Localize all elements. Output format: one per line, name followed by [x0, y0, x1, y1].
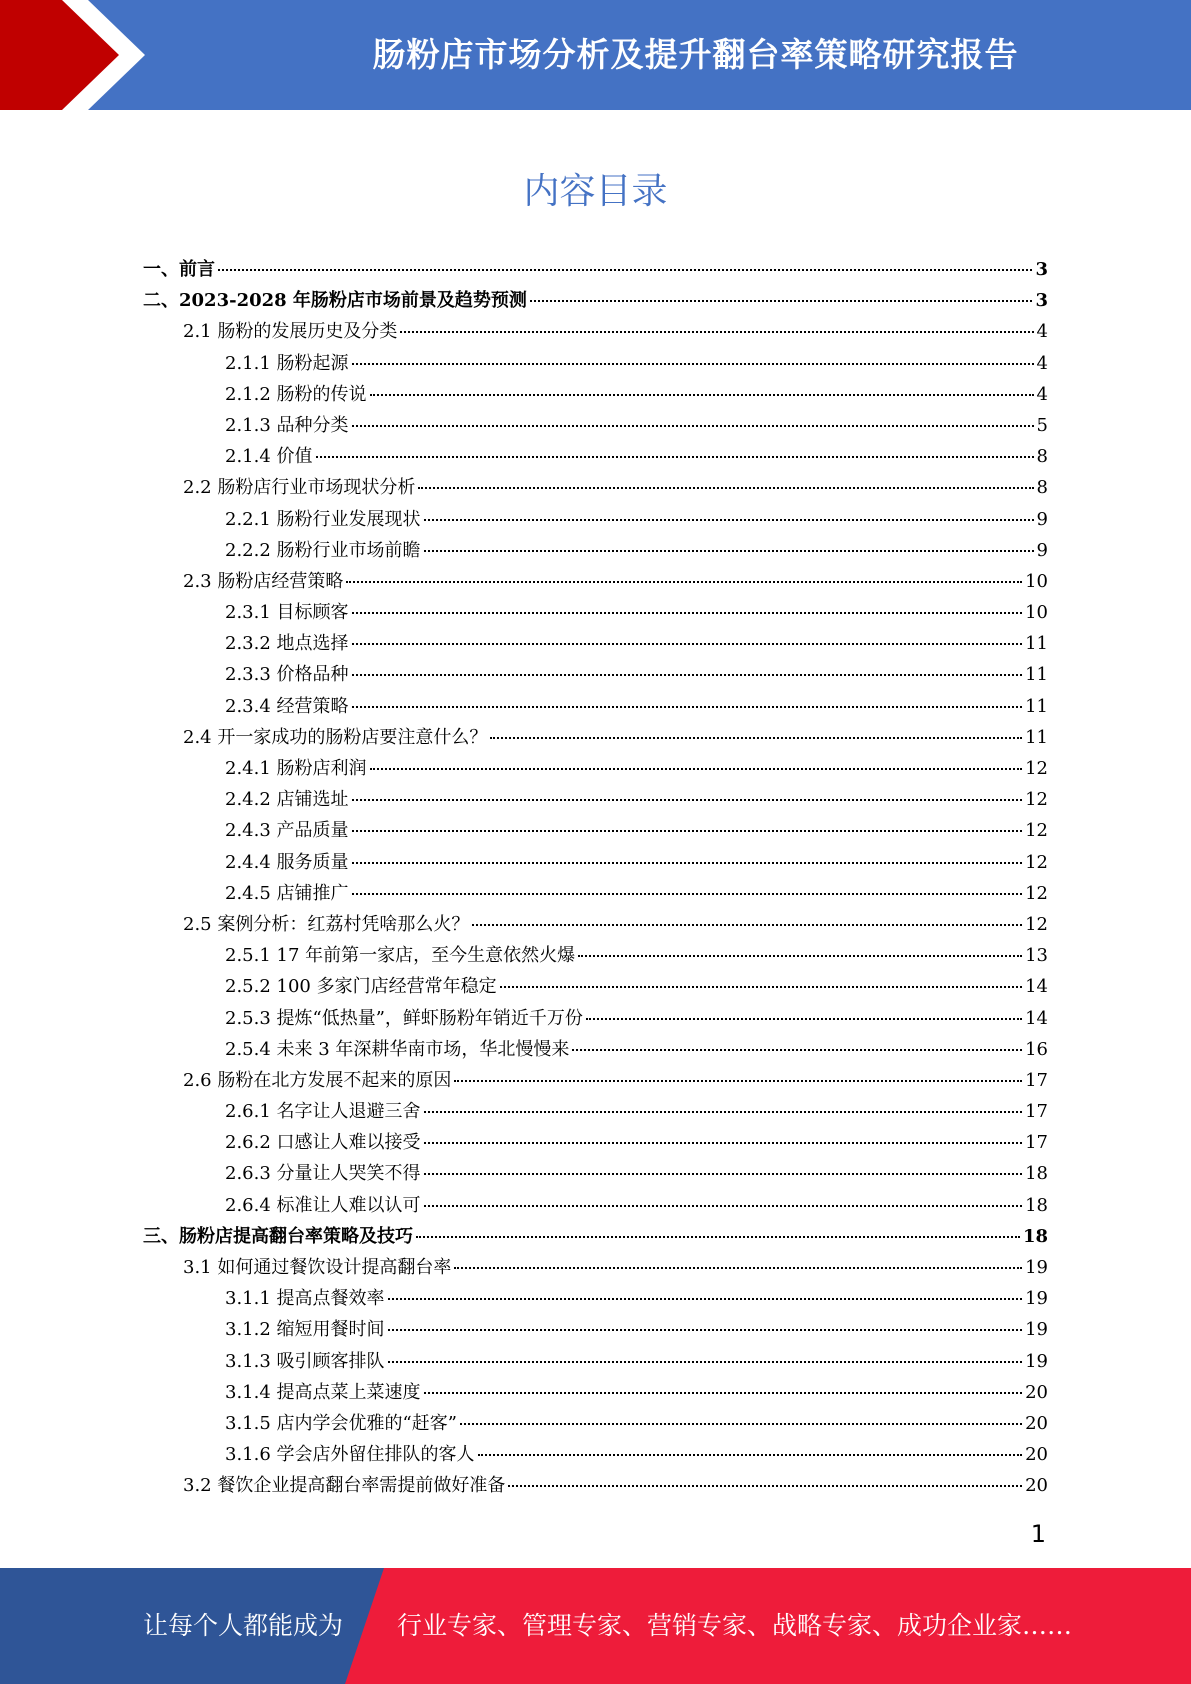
- toc-entry[interactable]: [143, 754, 1048, 785]
- toc-dot-leader: [352, 893, 1023, 895]
- toc-entry[interactable]: [143, 1347, 1048, 1378]
- toc-entry-label: 2.3.1 目标顾客: [225, 602, 349, 624]
- toc-entry[interactable]: [143, 505, 1048, 536]
- toc-entry[interactable]: [143, 1315, 1048, 1346]
- toc-dot-leader: [388, 1298, 1023, 1300]
- toc-entry-label: 2.4 开一家成功的肠粉店要注意什么？: [183, 726, 488, 748]
- toc-dot-leader: [508, 1485, 1022, 1487]
- toc-dot-leader: [418, 487, 1033, 489]
- toc-entry-label: 2.5 案例分析：红荔村凭啥那么火？: [183, 913, 470, 935]
- toc-entry-label: 3.1.6 学会店外留住排队的客人: [225, 1444, 475, 1466]
- toc-entry[interactable]: [143, 972, 1048, 1003]
- toc-dot-leader: [424, 1142, 1023, 1144]
- toc-entry-label: 2.2 肠粉店行业市场现状分析: [183, 477, 416, 499]
- toc-entry-page: 5: [1036, 414, 1048, 436]
- toc-entry[interactable]: [143, 1159, 1048, 1190]
- toc-entry[interactable]: [143, 816, 1048, 847]
- header-arrow-shape: [0, 0, 160, 110]
- toc-entry-label: 2.1.1 肠粉起源: [225, 352, 349, 374]
- footer-banner: [0, 1568, 1191, 1684]
- toc-dot-leader: [424, 550, 1034, 552]
- toc-entry-page: 18: [1025, 1194, 1048, 1216]
- toc-entry-page: 3: [1035, 259, 1048, 280]
- toc-entry-page: 12: [1025, 820, 1048, 842]
- toc-entry-page: 20: [1025, 1412, 1048, 1434]
- toc-dot-leader: [478, 1454, 1023, 1456]
- toc-entry-page: 19: [1025, 1350, 1048, 1372]
- toc-heading: 内容目录: [523, 171, 668, 212]
- toc-dot-leader: [352, 363, 1034, 365]
- toc-entry[interactable]: [143, 1035, 1048, 1066]
- toc-entry[interactable]: [143, 380, 1048, 411]
- toc-entry-label: 2.6.3 分量让人哭笑不得: [225, 1163, 421, 1185]
- toc-dot-leader: [530, 300, 1033, 302]
- toc-dot-leader: [578, 955, 1022, 957]
- toc-entry-label: 2.5.1 17 年前第一家店，至今生意依然火爆: [225, 945, 576, 967]
- toc-entry[interactable]: [143, 1222, 1048, 1253]
- toc-entry[interactable]: [143, 1066, 1048, 1097]
- toc-entry-page: 8: [1036, 446, 1048, 468]
- toc-entry[interactable]: [143, 848, 1048, 879]
- toc-entry[interactable]: [143, 1253, 1048, 1284]
- toc-dot-leader: [424, 1205, 1023, 1207]
- toc-entry[interactable]: [143, 442, 1048, 473]
- toc-entry-page: 12: [1025, 913, 1048, 935]
- toc-dot-leader: [352, 706, 1023, 708]
- toc-dot-leader: [424, 1392, 1023, 1394]
- toc-entry-page: 12: [1025, 758, 1048, 779]
- toc-entry-page: 9: [1036, 539, 1048, 561]
- toc-entry-page: 14: [1025, 976, 1048, 998]
- toc-entry-label: 3.1.4 提高点菜上菜速度: [225, 1381, 421, 1403]
- toc-entry-label: 2.1.4 价值: [225, 446, 313, 468]
- toc-entry[interactable]: [143, 1471, 1048, 1502]
- toc-entry[interactable]: [143, 723, 1048, 754]
- toc-entry-label: 3.1.2 缩短用餐时间: [225, 1319, 385, 1341]
- toc-entry-label: 2.3.4 经营策略: [225, 695, 349, 717]
- toc-entry-label: 3.1.3 吸引顾客排队: [225, 1350, 385, 1372]
- toc-entry-page: 19: [1025, 1257, 1048, 1278]
- toc-dot-leader: [490, 737, 1022, 739]
- toc-entry-page: 19: [1025, 1319, 1048, 1341]
- toc-dot-leader: [424, 1111, 1023, 1113]
- toc-entry[interactable]: [143, 536, 1048, 567]
- toc-dot-leader: [424, 1173, 1023, 1175]
- toc-entry-page: 18: [1022, 1225, 1048, 1247]
- footer-slogan-left: 让每个人都能成为: [143, 1611, 344, 1640]
- toc-entry-page: 16: [1025, 1038, 1048, 1060]
- toc-dot-leader: [388, 1361, 1023, 1363]
- toc-entry[interactable]: [143, 286, 1048, 317]
- toc-entry[interactable]: [143, 1409, 1048, 1440]
- toc-dot-leader: [586, 1018, 1022, 1020]
- toc-dot-leader: [400, 331, 1033, 333]
- toc-entry-label: 2.1.2 肠粉的传说: [225, 383, 367, 405]
- toc-entry[interactable]: [143, 1128, 1048, 1159]
- toc-entry[interactable]: [143, 941, 1048, 972]
- toc-entry-page: 11: [1025, 664, 1048, 686]
- report-title: 肠粉店市场分析及提升翻台率策略研究报告: [372, 35, 1019, 74]
- toc-entry-page: 11: [1025, 695, 1048, 717]
- toc-entry-label: 2.1.3 品种分类: [225, 414, 349, 436]
- toc-entry-label: 2.4.1 肠粉店利润: [225, 758, 367, 779]
- toc-entry-page: 12: [1025, 882, 1048, 904]
- toc-entry-label: 三、肠粉店提高翻台率策略及技巧: [143, 1225, 413, 1247]
- toc-entry-label: 2.4.3 产品质量: [225, 820, 349, 842]
- toc-entry[interactable]: [143, 349, 1048, 380]
- toc-dot-leader: [370, 394, 1034, 396]
- toc-entry-page: 20: [1025, 1444, 1048, 1466]
- toc-entry[interactable]: [143, 1097, 1048, 1128]
- table-of-contents: [143, 255, 1048, 1503]
- toc-entry-label: 二、2023-2028 年肠粉店市场前景及趋势预测: [143, 290, 527, 312]
- toc-entry-page: 10: [1025, 602, 1048, 624]
- toc-entry-page: 4: [1036, 352, 1048, 374]
- toc-dot-leader: [416, 1236, 1020, 1238]
- toc-entry-label: 2.4.5 店铺推广: [225, 882, 349, 904]
- toc-entry[interactable]: [143, 692, 1048, 723]
- toc-dot-leader: [352, 674, 1023, 676]
- toc-entry-label: 2.5.3 提炼“低热量”，鲜虾肠粉年销近千万份: [225, 1007, 583, 1029]
- toc-dot-leader: [454, 1080, 1022, 1082]
- footer-slogan-right: 行业专家、管理专家、营销专家、战略专家、成功企业家……: [397, 1611, 1073, 1640]
- toc-entry-label: 2.6.1 名字让人退避三舍: [225, 1101, 421, 1123]
- toc-entry-page: 17: [1025, 1069, 1048, 1091]
- toc-dot-leader: [352, 643, 1023, 645]
- toc-entry-page: 11: [1025, 633, 1048, 655]
- toc-dot-leader: [352, 862, 1023, 864]
- toc-dot-leader: [572, 1049, 1022, 1051]
- toc-entry[interactable]: [143, 1191, 1048, 1222]
- toc-entry-page: 20: [1025, 1381, 1048, 1403]
- toc-entry-page: 8: [1036, 477, 1048, 499]
- toc-dot-leader: [218, 269, 1032, 271]
- toc-entry[interactable]: [143, 910, 1048, 941]
- toc-entry-label: 2.6.2 口感让人难以接受: [225, 1132, 421, 1154]
- toc-entry-page: 13: [1025, 945, 1048, 967]
- toc-entry-label: 2.4.4 服务质量: [225, 851, 349, 873]
- toc-entry-page: 4: [1036, 321, 1048, 343]
- toc-entry-label: 2.3.2 地点选择: [225, 633, 349, 655]
- toc-dot-leader: [352, 830, 1023, 832]
- toc-dot-leader: [388, 1329, 1023, 1331]
- toc-entry-page: 4: [1036, 383, 1048, 405]
- toc-dot-leader: [460, 1423, 1022, 1425]
- toc-dot-leader: [346, 581, 1022, 583]
- toc-entry[interactable]: [143, 629, 1048, 660]
- toc-entry[interactable]: [143, 473, 1048, 504]
- toc-dot-leader: [472, 924, 1022, 926]
- toc-dot-leader: [454, 1267, 1022, 1269]
- toc-entry-label: 3.2 餐饮企业提高翻台率需提前做好准备: [183, 1475, 506, 1497]
- report-header: [0, 0, 1191, 110]
- toc-entry-label: 2.2.1 肠粉行业发展现状: [225, 508, 421, 530]
- toc-entry-label: 2.6 肠粉在北方发展不起来的原因: [183, 1069, 452, 1091]
- toc-entry-page: 17: [1025, 1101, 1048, 1123]
- toc-dot-leader: [424, 519, 1034, 521]
- toc-entry-page: 3: [1035, 290, 1048, 312]
- toc-entry-label: 3.1 如何通过餐饮设计提高翻台率: [183, 1257, 452, 1278]
- toc-entry-page: 12: [1025, 851, 1048, 873]
- toc-dot-leader: [352, 799, 1023, 801]
- toc-entry-page: 19: [1025, 1288, 1048, 1310]
- toc-entry[interactable]: [143, 1284, 1048, 1315]
- toc-dot-leader: [352, 612, 1023, 614]
- toc-entry-label: 2.5.2 100 多家门店经营常年稳定: [225, 976, 497, 998]
- toc-entry[interactable]: [143, 1378, 1048, 1409]
- toc-dot-leader: [500, 986, 1022, 988]
- toc-entry-label: 2.2.2 肠粉行业市场前瞻: [225, 539, 421, 561]
- toc-entry[interactable]: [143, 598, 1048, 629]
- toc-dot-leader: [370, 768, 1023, 770]
- toc-entry-label: 3.1.5 店内学会优雅的“赶客”: [225, 1412, 457, 1434]
- toc-entry-label: 2.3 肠粉店经营策略: [183, 570, 344, 592]
- toc-entry[interactable]: [143, 1440, 1048, 1471]
- toc-entry-page: 18: [1025, 1163, 1048, 1185]
- toc-entry[interactable]: [143, 411, 1048, 442]
- toc-entry-label: 2.4.2 店铺选址: [225, 789, 349, 811]
- toc-entry[interactable]: [143, 660, 1048, 691]
- toc-entry[interactable]: [143, 1004, 1048, 1035]
- toc-entry-label: 2.3.3 价格品种: [225, 664, 349, 686]
- toc-entry-page: 11: [1025, 726, 1048, 748]
- toc-entry[interactable]: [143, 567, 1048, 598]
- toc-entry-label: 一、前言: [143, 259, 215, 280]
- toc-entry[interactable]: [143, 255, 1048, 286]
- toc-dot-leader: [316, 456, 1034, 458]
- toc-entry-page: 12: [1025, 789, 1048, 811]
- toc-entry-page: 14: [1025, 1007, 1048, 1029]
- toc-entry[interactable]: [143, 785, 1048, 816]
- toc-entry[interactable]: [143, 317, 1048, 348]
- toc-entry-page: 9: [1036, 508, 1048, 530]
- toc-entry-page: 17: [1025, 1132, 1048, 1154]
- toc-entry-label: 2.6.4 标准让人难以认可: [225, 1194, 421, 1216]
- toc-dot-leader: [352, 425, 1034, 427]
- toc-entry-page: 10: [1025, 570, 1048, 592]
- toc-entry-page: 20: [1025, 1475, 1048, 1497]
- toc-entry-label: 2.5.4 未来 3 年深耕华南市场，华北慢慢来: [225, 1038, 570, 1060]
- page-number: 1: [1030, 1520, 1046, 1548]
- toc-entry-label: 3.1.1 提高点餐效率: [225, 1288, 385, 1310]
- toc-entry-label: 2.1 肠粉的发展历史及分类: [183, 321, 398, 343]
- toc-entry[interactable]: [143, 879, 1048, 910]
